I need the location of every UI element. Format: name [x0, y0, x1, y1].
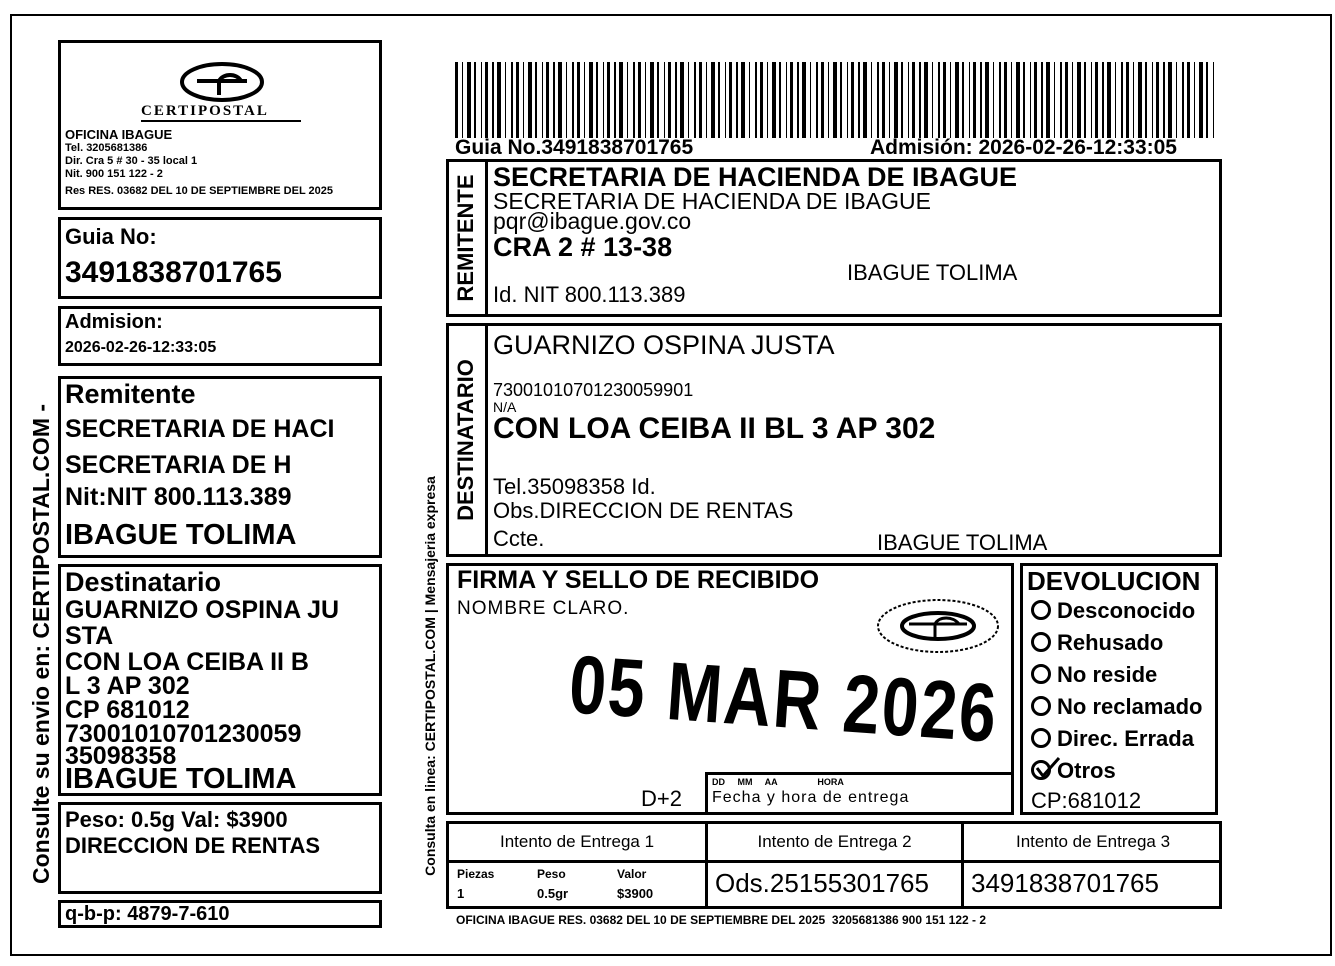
barcode-bar — [511, 62, 513, 138]
barcode-bar — [912, 62, 915, 138]
barcode-bar — [755, 62, 757, 138]
barcode-bar — [1091, 62, 1092, 138]
barcode — [455, 62, 1221, 138]
barcode-bar — [523, 62, 524, 138]
barcode-bar — [542, 62, 543, 138]
barcode-bar — [980, 62, 982, 138]
firma-nombre: NOMBRE CLARO. — [457, 598, 630, 619]
barcode-bar — [1016, 62, 1020, 138]
remitente-left-line2: SECRETARIA DE H — [65, 451, 292, 479]
firma-title: FIRMA Y SELLO DE RECIBIDO — [457, 566, 820, 594]
barcode-bar — [894, 62, 898, 138]
option-label: No reclamado — [1057, 694, 1203, 719]
barcode-bar — [627, 62, 628, 138]
barcode-bar — [505, 62, 506, 138]
piezas-label: Piezas — [457, 867, 495, 881]
barcode-bar — [999, 62, 1001, 138]
remitente-address: CRA 2 # 13-38 — [493, 232, 673, 262]
barcode-bar — [828, 62, 829, 138]
barcode-bar — [577, 62, 580, 138]
valor-value: $3900 — [617, 886, 654, 901]
header-admision: Admisión: 2026-02-26-12:33:05 — [870, 136, 1177, 159]
option-label: Direc. Errada — [1057, 726, 1194, 751]
barcode-bar — [474, 62, 476, 138]
barcode-bar — [871, 62, 872, 138]
destinatario-left-title: Destinatario — [65, 567, 222, 597]
qbp-box — [58, 900, 382, 928]
destinatario-na: N/A — [493, 399, 517, 415]
barcode-bar — [1133, 62, 1134, 138]
barcode-bar — [1194, 62, 1195, 138]
destinatario-left-box — [58, 564, 382, 796]
barcode-bar — [1145, 62, 1147, 138]
intentos-divider-h — [449, 860, 1219, 863]
barcode-bar — [1077, 62, 1081, 138]
fecha-hint: Fecha y hora de entrega — [712, 789, 910, 806]
barcode-bar — [668, 62, 671, 138]
barcode-bar — [985, 62, 989, 138]
barcode-bar — [492, 62, 494, 138]
barcode-bar — [725, 62, 726, 138]
devolucion-option-rehusado[interactable] — [1031, 630, 1163, 656]
fecha-box — [705, 772, 1011, 812]
remitente-left-city: IBAGUE TOLIMA — [65, 519, 297, 551]
barcode-bar — [675, 62, 677, 138]
ods-value: Ods.25155301765 — [715, 868, 929, 898]
destinatario-tel: Tel.35098358 Id. — [493, 474, 656, 499]
barcode-bar — [1126, 62, 1129, 138]
barcode-bar — [1060, 62, 1062, 138]
destinatario-vertical-label: DESTINATARIO — [453, 359, 478, 521]
barcode-bar — [497, 62, 501, 138]
devolucion-title: DEVOLUCION — [1027, 566, 1201, 596]
admision-value: 2026-02-26-12:33:05 — [65, 339, 217, 356]
barcode-bar — [485, 62, 488, 138]
barcode-bar — [889, 62, 890, 138]
barcode-bar — [1084, 62, 1086, 138]
devolucion-option-direc-errada[interactable] — [1031, 726, 1194, 752]
barcode-bar — [1011, 62, 1012, 138]
office-address: Dir. Cra 5 # 30 - 35 local 1 — [65, 155, 198, 167]
barcode-bar — [847, 62, 848, 138]
barcode-bar — [1034, 62, 1037, 138]
radio-circle-icon — [1031, 600, 1051, 620]
barcode-bar — [950, 62, 951, 138]
barcode-bar — [840, 62, 842, 138]
remitente-divider — [485, 162, 488, 314]
barcode-bar — [711, 62, 715, 138]
destinatario-ccte: Ccte. — [493, 526, 545, 551]
barcode-bar — [558, 62, 562, 138]
intento-2-label: Intento de Entrega 2 — [757, 832, 912, 851]
destinatario-left-city: IBAGUE TOLIMA — [65, 763, 297, 795]
remitente-name2: SECRETARIA DE HACIENDA DE IBAGUE — [493, 188, 931, 214]
peso-line1: Peso: 0.5g Val: $3900 — [65, 807, 288, 832]
barcode-bar — [969, 62, 970, 138]
barcode-bar — [680, 62, 684, 138]
barcode-bar — [584, 62, 585, 138]
destinatario-left-line6: 73001010701230059 — [65, 720, 302, 748]
remitente-main-box — [446, 159, 1222, 317]
barcode-bar — [1187, 62, 1190, 138]
destinatario-address: CON LOA CEIBA II BL 3 AP 302 — [493, 412, 936, 445]
piezas-value: 1 — [457, 886, 465, 901]
radio-circle-icon — [1031, 696, 1051, 716]
barcode-bar — [877, 62, 879, 138]
barcode-bar — [1182, 62, 1184, 138]
barcode-bar — [455, 62, 458, 138]
barcode-bar — [546, 62, 549, 138]
valor-label: Valor — [617, 867, 647, 881]
office-nit: Nit. 900 151 122 - 2 — [65, 168, 163, 180]
header-guia: Guia No.3491838701765 — [455, 136, 694, 159]
peso-value: 0.5gr — [537, 886, 569, 901]
barcode-bar — [802, 62, 806, 138]
barcode-bar — [572, 62, 574, 138]
fecha-labels: DD MM AA HORA — [712, 777, 844, 787]
intento-3-label: Intento de Entrega 3 — [1015, 832, 1171, 851]
destinatario-main-box — [446, 323, 1222, 557]
destinatario-left-line5: CP 681012 — [65, 696, 190, 724]
barcode-bar — [816, 62, 818, 138]
firma-box — [446, 563, 1014, 815]
barcode-bar — [688, 62, 689, 138]
remitente-left-title: Remitente — [65, 379, 196, 409]
barcode-bar — [810, 62, 811, 138]
barcode-bar — [1213, 62, 1214, 138]
barcode-bar — [901, 62, 903, 138]
barcode-bar — [919, 62, 921, 138]
destinatario-divider — [485, 326, 488, 554]
barcode-bar — [858, 62, 860, 138]
barcode-bar — [603, 62, 604, 138]
side-consulta-text: Consulta en linea: CERTIPOSTAL.COM | Mensajeria expresa — [422, 476, 438, 876]
destinatario-left-line7: 35098358 — [65, 742, 177, 770]
barcode-bar — [1206, 62, 1208, 138]
barcode-bar — [1115, 62, 1116, 138]
barcode-bar — [566, 62, 567, 138]
remitente-name: SECRETARIA DE HACIENDA DE IBAGUE — [493, 162, 1018, 192]
destinatario-left-line4: L 3 AP 302 — [65, 672, 190, 700]
option-label: Otros — [1057, 758, 1116, 783]
barcode-bar — [938, 62, 940, 138]
logo-underline — [141, 120, 301, 122]
stamp-logo-icon — [873, 594, 1003, 658]
barcode-bar — [932, 62, 933, 138]
radio-circle-icon — [1031, 664, 1051, 684]
remitente-vertical-label: REMITENTE — [453, 174, 478, 302]
barcode-bar — [833, 62, 837, 138]
qbp-text: q-b-p: 4879-7-610 — [65, 903, 230, 925]
radio-circle-icon — [1031, 632, 1051, 652]
barcode-bar — [664, 62, 665, 138]
devolucion-option-desconocido[interactable] — [1031, 598, 1195, 624]
company-box — [58, 40, 382, 210]
remitente-left-box — [58, 376, 382, 558]
office-tel: Tel. 3205681386 — [65, 142, 148, 154]
barcode-bar — [955, 62, 959, 138]
footer-text: OFICINA IBAGUE RES. 03682 DEL 10 DE SEPTIEMBRE DEL 2025 3205681386 900 151 122 - 2 — [456, 913, 987, 927]
barcode-bar — [1041, 62, 1043, 138]
barcode-bar — [962, 62, 964, 138]
remitente-city: IBAGUE TOLIMA — [847, 260, 1018, 285]
barcode-bar — [749, 62, 750, 138]
barcode-bar — [1065, 62, 1068, 138]
remitente-left-nit: Nit:NIT 800.113.389 — [65, 483, 292, 511]
barcode-bar — [718, 62, 720, 138]
barcode-bar — [589, 62, 593, 138]
barcode-bar — [481, 62, 482, 138]
destinatario-name: GUARNIZO OSPINA JUSTA — [493, 330, 835, 360]
barcode-bar — [607, 62, 610, 138]
devolucion-option-no-reside[interactable] — [1031, 662, 1157, 688]
barcode-bar — [633, 62, 635, 138]
barcode-bar — [786, 62, 787, 138]
peso-label: Peso — [537, 867, 566, 881]
barcode-bar — [694, 62, 696, 138]
barcode-bar — [638, 62, 641, 138]
remitente-email: pqr@ibague.gov.co — [493, 208, 692, 234]
barcode-bar — [882, 62, 885, 138]
barcode-bar — [1072, 62, 1073, 138]
barcode-bar — [1163, 62, 1165, 138]
barcode-bar — [528, 62, 532, 138]
logo-text: CERTIPOSTAL — [141, 103, 269, 119]
option-label: Rehusado — [1057, 630, 1164, 655]
office-res: Res RES. 03682 DEL 10 DE SEPTIEMBRE DEL 2025 — [65, 185, 333, 197]
barcode-bar — [516, 62, 519, 138]
barcode-bar — [741, 62, 745, 138]
intento-1-label: Intento de Entrega 1 — [499, 832, 655, 851]
barcode-bar — [619, 62, 623, 138]
barcode-bar — [1054, 62, 1055, 138]
destinatario-left-line2: STA — [65, 622, 114, 650]
barcode-bar — [797, 62, 799, 138]
checkmark-icon — [1033, 756, 1063, 780]
barcode-bar — [1138, 62, 1142, 138]
barcode-bar — [467, 62, 471, 138]
barcode-bar — [650, 62, 654, 138]
barcode-bar — [851, 62, 854, 138]
barcode-bar — [779, 62, 781, 138]
devolucion-cp: CP:681012 — [1031, 788, 1142, 813]
barcode-bar — [924, 62, 928, 138]
destinatario-left-line1: GUARNIZO OSPINA JU — [65, 596, 340, 624]
barcode-bar — [706, 62, 707, 138]
admision-box — [58, 306, 382, 366]
destinatario-left-line3: CON LOA CEIBA II B — [65, 648, 309, 676]
received-stamp-date: 05 MAR 2026 — [566, 637, 1002, 760]
remitente-id: Id. NIT 800.113.389 — [493, 282, 686, 307]
barcode-bar — [1199, 62, 1203, 138]
guia-value: 3491838701765 — [65, 256, 282, 289]
barcode-bar — [1107, 62, 1111, 138]
remitente-left-line1: SECRETARIA DE HACI — [65, 415, 335, 443]
barcode-bar — [736, 62, 738, 138]
peso-box — [58, 802, 382, 894]
option-label: No reside — [1057, 662, 1158, 687]
option-label: Desconocido — [1057, 598, 1196, 623]
devolucion-box — [1020, 563, 1218, 815]
barcode-bar — [1176, 62, 1177, 138]
barcode-bar — [1030, 62, 1031, 138]
guia-box — [58, 217, 382, 299]
destinatario-city: IBAGUE TOLIMA — [877, 530, 1048, 555]
barcode-bar — [790, 62, 793, 138]
barcode-bar — [863, 62, 867, 138]
barcode-bar — [657, 62, 659, 138]
barcode-bar — [1046, 62, 1050, 138]
guia-label: Guia No: — [65, 224, 157, 249]
barcode-bar — [699, 62, 702, 138]
barcode-bar — [767, 62, 768, 138]
barcode-bar — [1023, 62, 1025, 138]
barcode-bar — [1121, 62, 1123, 138]
barcode-bar — [1152, 62, 1153, 138]
barcode-bar — [729, 62, 732, 138]
intentos-box — [446, 821, 1222, 909]
barcode-bar — [596, 62, 598, 138]
barcode-bar — [973, 62, 976, 138]
barcode-bar — [1102, 62, 1104, 138]
barcode-bar — [943, 62, 946, 138]
certipostal-logo-icon — [179, 61, 265, 103]
barcode-bar — [1168, 62, 1172, 138]
intento-guia-value: 3491838701765 — [971, 868, 1159, 898]
barcode-bar — [772, 62, 776, 138]
destinatario-obs: Obs.DIRECCION DE RENTAS — [493, 498, 794, 523]
barcode-bar — [553, 62, 555, 138]
barcode-bar — [821, 62, 824, 138]
barcode-bar — [535, 62, 537, 138]
barcode-bar — [645, 62, 646, 138]
radio-circle-icon — [1031, 728, 1051, 748]
peso-line2: DIRECCION DE RENTAS — [65, 833, 321, 858]
firma-d2: D+2 — [641, 786, 682, 811]
barcode-bar — [614, 62, 616, 138]
barcode-bar — [760, 62, 763, 138]
barcode-bar — [1095, 62, 1098, 138]
office-name: OFICINA IBAGUE — [65, 127, 173, 142]
admision-label: Admision: — [65, 311, 163, 333]
barcode-bar — [908, 62, 909, 138]
devolucion-option-no-reclamado[interactable] — [1031, 694, 1203, 720]
barcode-bar — [993, 62, 994, 138]
barcode-bar — [1004, 62, 1007, 138]
destinatario-code: 73001010701230059901 — [493, 380, 694, 400]
side-consulte-text: Consulte su envio en: CERTIPOSTAL.COM - — [28, 403, 54, 884]
barcode-bar — [462, 62, 463, 138]
barcode-bar — [1156, 62, 1159, 138]
